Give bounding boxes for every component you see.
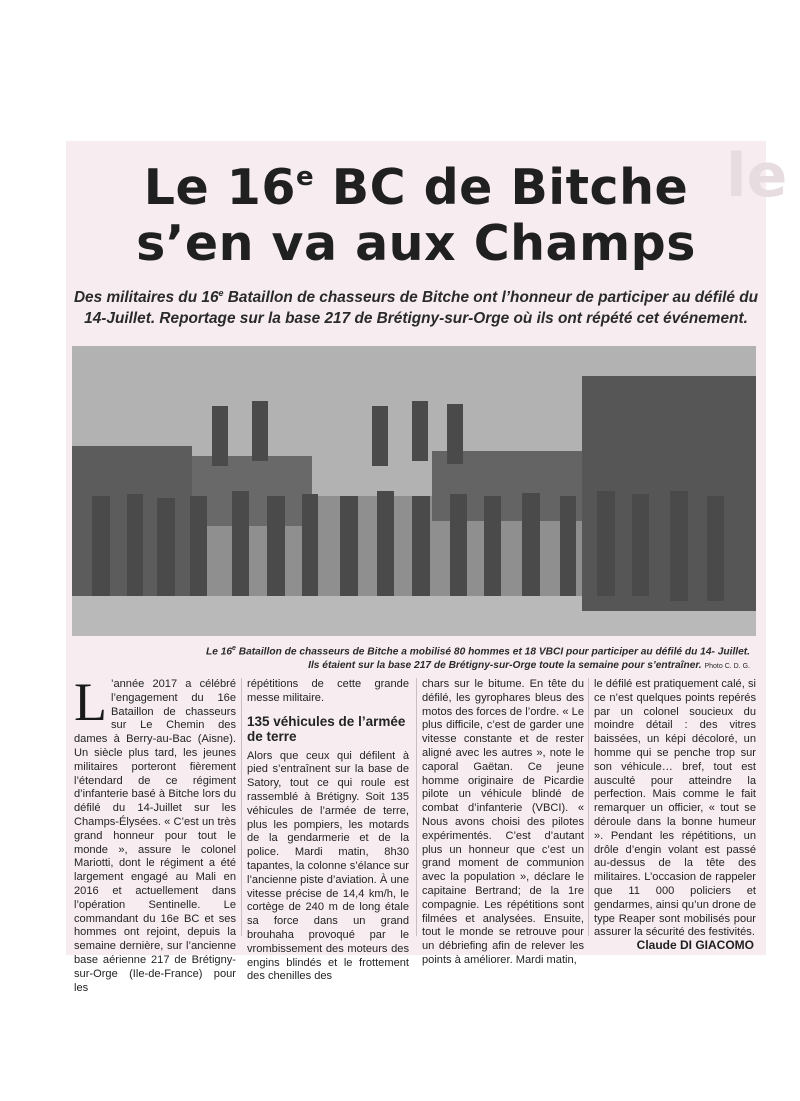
newspaper-clipping <box>66 141 788 994</box>
photo-credit: Photo C. D. G. <box>704 663 750 671</box>
caption-line-1: Le 16e Bataillon de chasseurs de Bitche a mobilisé 80 hommes et 18 VBCI pour participer au défilé du 14- Juillet. <box>205 645 750 658</box>
bleed-through-text: le <box>726 141 788 211</box>
column-3-text: chars sur le bitume. En tête du défilé, les gyrophares bleus des motos des forces de l’ordre. « Le plus difficile, c’est de garder une vitesse constante et de rester aligné avec les autres », note le caporal Gaëtan. Ce jeune homme originaire de Picardie pilote un véhicule blindé de combat d’infanterie (VBCI). « Nous avons choisi des pilotes expérimentés. C’est d’autant plus un honneur que c’est un grand moment de communion avec la population », déclare le capitaine Bertrand; de la 1re compagnie. Les répétitions sont filmées et analysées. Ensuite, tout le monde se retrouve pour un débriefing afin de relever les points à améliorer. Mardi matin, <box>422 678 584 966</box>
column-1-text: ’année 2017 a célébré l’engagement du 16e Bataillon de chasseurs sur Le Chemin des dames à Berry-au-Bac (Aisne). Un siècle plus tard, les jeunes militaires porteront fièrement l’étendard de ce régiment d’infanterie basé à Bitche lors du défilé du 14-Juillet sur les Champs-Élysées. « C’est un très grand honneur pour tout le monde », assure le colonel Mariotti, dont le régiment a été largement engagé au Mali en 2016 et actuellement dans l’opération Sentinelle. Le commandant du 16e BC et ses hommes ont rejoint, depuis la semaine dernière, sur l’ancienne base aérienne 217 de Brétigny-sur-Orge (Ile-de-France) pour les <box>74 678 236 994</box>
article-column-2 <box>247 678 409 984</box>
section-subheading: 135 véhicules de l’armée de terre <box>247 713 406 744</box>
headline <box>66 149 766 272</box>
drop-cap: L <box>74 672 107 732</box>
headline-line-1: Le 16e BC de Bitche <box>143 159 689 216</box>
soldiers-group-photo <box>72 346 756 636</box>
photo-illustration <box>72 346 756 636</box>
column-2-text-a: répétitions de cette grande messe militaire. <box>247 678 409 704</box>
caption-line-2: Ils étaient sur la base 217 de Brétigny-sur-Orge toute la semaine pour s’entraîner. Photo C. D. G. <box>308 660 750 672</box>
column-divider <box>241 678 242 936</box>
headline-line-2: s’en va aux Champs <box>136 215 696 272</box>
column-divider <box>588 678 589 936</box>
column-divider <box>416 678 417 936</box>
photo-caption <box>66 642 750 674</box>
article-column-4 <box>594 678 756 940</box>
column-4-text: le défilé est pratiquement calé, si ce n’est quelques points repérés par un colonel soucieux du moindre détail : des vitres baissées, un képi décoloré, un homme qui se penche trop sur son véhicule… bref, tout est ausculté pour atteindre la perfection. Mais comme le fait remarquer un officier, « tout se déroule dans la bonne humeur ». Pendant les répétitions, un drôle d’engin volant est passé au-dessus de la tête des militaires. L’occasion de rappeler que 11 000 policiers et gendarmes, ainsi qu’un drone de type Reaper sont mobilisés pour assurer la sécurité des festivités. <box>594 678 756 939</box>
author-signature: Claude DI GIACOMO <box>636 938 754 952</box>
article-column-1 <box>74 672 236 995</box>
column-2-text-b: Alors que ceux qui défilent à pied s’entraînent sur la base de Satory, tout ce qui roule est rassemblé à Brétigny. Soit 135 véhicules de l’armée de terre, plus les pompiers, les motards de la gendarmerie et de la police. Mardi matin, 8h30 tapantes, la colonne s’élance sur l’ancienne piste d’aviation. À une vitesse précise de 14,4 km/h, le cortège de 240 m de long étale sa force dans un grand brouhaha provoqué par le vrombissement des moteurs des engins blindés et le frottement des chenilles des <box>247 749 409 983</box>
article-intro: Des militaires du 16e Bataillon de chasseurs de Bitche ont l’honneur de participer au défilé du 14-Juillet. Reportage sur la base 217 de Brétigny-sur-Orge où ils ont répété cet événement. <box>73 288 759 328</box>
article-column-3 <box>422 678 584 968</box>
